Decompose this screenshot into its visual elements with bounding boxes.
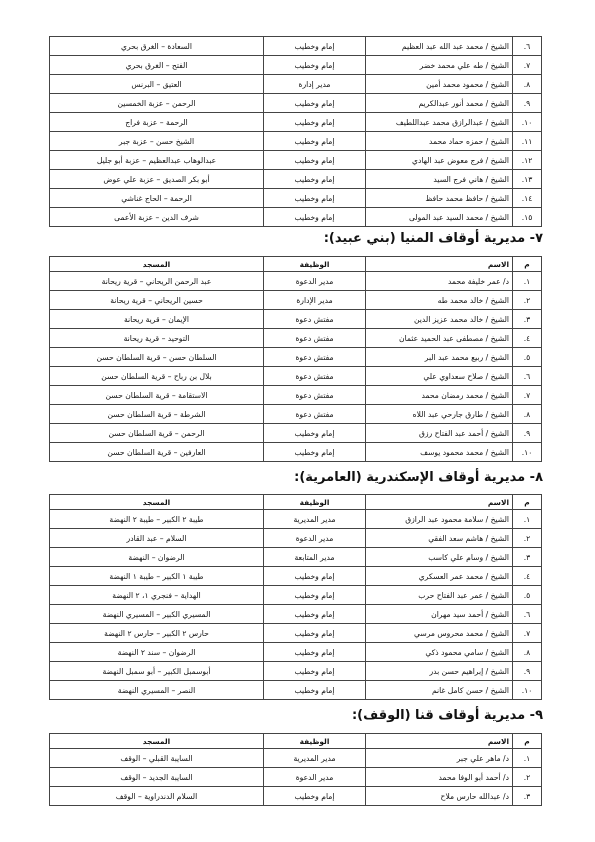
mosque-name: العارفين – قرية السلطان حسن — [50, 443, 264, 462]
row-number: ٥. — [513, 348, 542, 367]
person-name: د/ أحمد أبو الوفا محمد — [366, 768, 513, 787]
row-number: ١. — [513, 510, 542, 529]
table-section-6-continued — [49, 36, 542, 227]
row-number: ٧. — [513, 56, 542, 75]
job-title: إمام وخطيب — [264, 443, 366, 462]
row-number: ٦. — [513, 605, 542, 624]
table-row — [50, 510, 542, 529]
mosque-name: السلطان حسن – قرية السلطان حسن — [50, 348, 264, 367]
person-name: د/ عمر خليفة محمد — [366, 272, 513, 291]
row-number: ٣. — [513, 548, 542, 567]
mosque-name: الرحمن – عزبة الخمسين — [50, 94, 264, 113]
person-name: الشيخ / فرج معوض عبد الهادي — [366, 151, 513, 170]
person-name: د/ عبدالله حارس ملاح — [366, 787, 513, 806]
job-title: إمام وخطيب — [264, 170, 366, 189]
table-row — [50, 291, 542, 310]
person-name: الشيخ / محمد عبد الله عبد العظيم — [366, 37, 513, 56]
row-number: ١. — [513, 749, 542, 768]
job-title: إمام وخطيب — [264, 424, 366, 443]
person-name: الشيخ / عمر عبد الفتاح حرب — [366, 586, 513, 605]
row-number: ٨. — [513, 405, 542, 424]
table-section-alexandria — [49, 494, 542, 700]
row-number: ١٠. — [513, 113, 542, 132]
person-name: الشيخ / محمد محروس مرسي — [366, 624, 513, 643]
section-heading-qena: ٩- مديرية أوقاف قنا (الوقف): — [351, 708, 543, 723]
table-row — [50, 329, 542, 348]
row-number: ١٠. — [513, 443, 542, 462]
job-title: مفتش دعوة — [264, 329, 366, 348]
job-title: إمام وخطيب — [264, 56, 366, 75]
mosque-name: السايبة القبلي – الوقف — [50, 749, 264, 768]
column-header-num: م — [513, 257, 542, 272]
table-row — [50, 443, 542, 462]
person-name: الشيخ / أحمد عبد الفتاح رزق — [366, 424, 513, 443]
mosque-name: الرضوان – سند ٢ النهضة — [50, 643, 264, 662]
table-row — [50, 787, 542, 806]
column-header-num: م — [513, 495, 542, 510]
column-header-job: الوظيفة — [264, 734, 366, 749]
person-name: د/ ماهر علي جبر — [366, 749, 513, 768]
person-name: الشيخ / وسام علي كاسب — [366, 548, 513, 567]
column-header-name: الاسم — [366, 734, 513, 749]
person-name: الشيخ / هاني فرج السيد — [366, 170, 513, 189]
table-row — [50, 132, 542, 151]
row-number: ١. — [513, 272, 542, 291]
row-number: ١٥. — [513, 208, 542, 227]
column-header-mosque: المسجد — [50, 734, 264, 749]
person-name: الشيخ / عبدالرازق محمد عبداللطيف — [366, 113, 513, 132]
job-title: إمام وخطيب — [264, 624, 366, 643]
table-row — [50, 567, 542, 586]
table-row — [50, 272, 542, 291]
mosque-name: العتيق – البرنس — [50, 75, 264, 94]
row-number: ٧. — [513, 624, 542, 643]
job-title: إمام وخطيب — [264, 643, 366, 662]
job-title: إمام وخطيب — [264, 94, 366, 113]
job-title: مدير المديرية — [264, 510, 366, 529]
job-title: مدير المديرية — [264, 749, 366, 768]
column-header-mosque: المسجد — [50, 495, 264, 510]
mosque-name: الرضوان – النهضة — [50, 548, 264, 567]
row-number: ٨. — [513, 643, 542, 662]
row-number: ٨. — [513, 75, 542, 94]
person-name: الشيخ / حمزه حماد محمد — [366, 132, 513, 151]
row-number: ٤. — [513, 567, 542, 586]
job-title: إمام وخطيب — [264, 151, 366, 170]
table-row — [50, 170, 542, 189]
person-name: الشيخ / حافظ محمد حافظ — [366, 189, 513, 208]
mosque-name: السلام الدندراوية – الوقف — [50, 787, 264, 806]
table-row — [50, 386, 542, 405]
job-title: إمام وخطيب — [264, 132, 366, 151]
row-number: ١٢. — [513, 151, 542, 170]
row-number: ٦. — [513, 37, 542, 56]
mosque-name: بلال بن رباح – قرية السلطان حسن — [50, 367, 264, 386]
table-row — [50, 605, 542, 624]
row-number: ٣. — [513, 310, 542, 329]
person-name: الشيخ / مصطفى عبد الحميد عثمان — [366, 329, 513, 348]
person-name: الشيخ / سامي محمود ذكي — [366, 643, 513, 662]
table-row — [50, 586, 542, 605]
table-row — [50, 189, 542, 208]
job-title: إمام وخطيب — [264, 189, 366, 208]
table-header-row — [50, 495, 542, 510]
person-name: الشيخ / سلامة محمود عبد الرازق — [366, 510, 513, 529]
table-header-row — [50, 257, 542, 272]
person-name: الشيخ / صلاح سعداوي علي — [366, 367, 513, 386]
mosque-name: الإيمان – قرية ريحانة — [50, 310, 264, 329]
job-title: مدير الدعوة — [264, 768, 366, 787]
job-title: إمام وخطيب — [264, 681, 366, 700]
person-name: الشيخ / طارق جارحي عبد اللاه — [366, 405, 513, 424]
column-header-num: م — [513, 734, 542, 749]
job-title: مدير المتابعة — [264, 548, 366, 567]
row-number: ٢. — [513, 768, 542, 787]
person-name: الشيخ / محمد السيد عبد المولى — [366, 208, 513, 227]
job-title: مدير الدعوة — [264, 529, 366, 548]
mosque-name: أبوسمبل الكبير – أبو سمبل النهضة — [50, 662, 264, 681]
mosque-name: السايبة الجديد – الوقف — [50, 768, 264, 787]
job-title: مفتش دعوة — [264, 405, 366, 424]
job-title: مفتش دعوة — [264, 367, 366, 386]
row-number: ٣. — [513, 787, 542, 806]
person-name: الشيخ / محمد محمود يوسف — [366, 443, 513, 462]
row-number: ١٤. — [513, 189, 542, 208]
row-number: ٩. — [513, 662, 542, 681]
table-row — [50, 56, 542, 75]
person-name: الشيخ / حسن كامل غانم — [366, 681, 513, 700]
table-row — [50, 643, 542, 662]
table-row — [50, 94, 542, 113]
person-name: الشيخ / خالد محمد طه — [366, 291, 513, 310]
section-heading-alexandria: ٨- مديرية أوقاف الإسكندرية (العامرية): — [294, 470, 543, 485]
job-title: إمام وخطيب — [264, 586, 366, 605]
person-name: الشيخ / محمد عمر العسكري — [366, 567, 513, 586]
row-number: ٩. — [513, 424, 542, 443]
mosque-name: الرحمة – الحاج غناشي — [50, 189, 264, 208]
table-row — [50, 405, 542, 424]
row-number: ٧. — [513, 386, 542, 405]
person-name: الشيخ / إبراهيم حسن بدر — [366, 662, 513, 681]
column-header-name: الاسم — [366, 257, 513, 272]
job-title: إمام وخطيب — [264, 208, 366, 227]
mosque-name: المسيري الكبير – المسيري النهضة — [50, 605, 264, 624]
mosque-name: الشيخ حسن – عزبة جبر — [50, 132, 264, 151]
table-row — [50, 151, 542, 170]
mosque-name: الشرطة – قرية السلطان حسن — [50, 405, 264, 424]
person-name: الشيخ / محمد رمضان محمد — [366, 386, 513, 405]
row-number: ٢. — [513, 529, 542, 548]
job-title: إمام وخطيب — [264, 37, 366, 56]
mosque-name: الرحمة – عزبة فراج — [50, 113, 264, 132]
table-row — [50, 662, 542, 681]
table-row — [50, 768, 542, 787]
mosque-name: السلام – عبد القادر — [50, 529, 264, 548]
table-row — [50, 208, 542, 227]
mosque-name: أبو بكر الصديق – عزبة علي عوض — [50, 170, 264, 189]
job-title: إمام وخطيب — [264, 662, 366, 681]
column-header-mosque: المسجد — [50, 257, 264, 272]
row-number: ٢. — [513, 291, 542, 310]
person-name: الشيخ / أحمد سيد مهران — [366, 605, 513, 624]
row-number: ١٣. — [513, 170, 542, 189]
column-header-job: الوظيفة — [264, 495, 366, 510]
table-row — [50, 681, 542, 700]
mosque-name: طيبة ٢ الكبير – طيبة ٢ النهضة — [50, 510, 264, 529]
job-title: إمام وخطيب — [264, 567, 366, 586]
row-number: ١١. — [513, 132, 542, 151]
mosque-name: حسين الريحاني – قرية ريحانة — [50, 291, 264, 310]
mosque-name: الرحمن – قرية السلطان حسن — [50, 424, 264, 443]
mosque-name: الاستقامة – قرية السلطان حسن — [50, 386, 264, 405]
row-number: ٥. — [513, 586, 542, 605]
person-name: الشيخ / محمد أنور عبدالكريم — [366, 94, 513, 113]
person-name: الشيخ / خالد محمد عزيز الدين — [366, 310, 513, 329]
table-row — [50, 624, 542, 643]
job-title: إمام وخطيب — [264, 605, 366, 624]
table-row — [50, 548, 542, 567]
table-header-row — [50, 734, 542, 749]
person-name: الشيخ / هاشم سعد الفقي — [366, 529, 513, 548]
table-row — [50, 348, 542, 367]
job-title: مدير الإدارة — [264, 291, 366, 310]
mosque-name: عبد الرحمن الريحاني – قرية ريحانة — [50, 272, 264, 291]
person-name: الشيخ / محمود محمد أمين — [366, 75, 513, 94]
job-title: مفتش دعوة — [264, 348, 366, 367]
table-row — [50, 310, 542, 329]
mosque-name: شرف الدين – عزبة الأعمى — [50, 208, 264, 227]
row-number: ٩. — [513, 94, 542, 113]
mosque-name: حارس ٢ الكبير – حارس ٢ النهضة — [50, 624, 264, 643]
row-number: ١٠. — [513, 681, 542, 700]
table-row — [50, 113, 542, 132]
table-section-minya — [49, 256, 542, 462]
section-heading-minya: ٧- مديرية أوقاف المنيا (بني عبيد): — [323, 231, 543, 246]
table-row — [50, 424, 542, 443]
person-name: الشيخ / ربيع محمد عبد البر — [366, 348, 513, 367]
job-title: إمام وخطيب — [264, 113, 366, 132]
table-row — [50, 749, 542, 768]
person-name: الشيخ / طه علي محمد خضر — [366, 56, 513, 75]
job-title: مفتش دعوة — [264, 386, 366, 405]
mosque-name: طيبة ١ الكبير – طيبة ١ النهضة — [50, 567, 264, 586]
mosque-name: السعادة – الغرق بحري — [50, 37, 264, 56]
mosque-name: التوحيد – قرية ريحانة — [50, 329, 264, 348]
job-title: مدير الدعوة — [264, 272, 366, 291]
job-title: مدير إدارة — [264, 75, 366, 94]
column-header-job: الوظيفة — [264, 257, 366, 272]
table-row — [50, 75, 542, 94]
table-row — [50, 37, 542, 56]
job-title: إمام وخطيب — [264, 787, 366, 806]
table-row — [50, 367, 542, 386]
mosque-name: الهداية – فنجري ١، ٢ النهضة — [50, 586, 264, 605]
row-number: ٦. — [513, 367, 542, 386]
row-number: ٤. — [513, 329, 542, 348]
table-section-qena — [49, 733, 542, 806]
mosque-name: الفتح – الغرق بحري — [50, 56, 264, 75]
mosque-name: عبدالوهاب عبدالعظيم – عزبة أبو جليل — [50, 151, 264, 170]
job-title: مفتش دعوة — [264, 310, 366, 329]
column-header-name: الاسم — [366, 495, 513, 510]
mosque-name: النصر – المسيري النهضة — [50, 681, 264, 700]
table-row — [50, 529, 542, 548]
